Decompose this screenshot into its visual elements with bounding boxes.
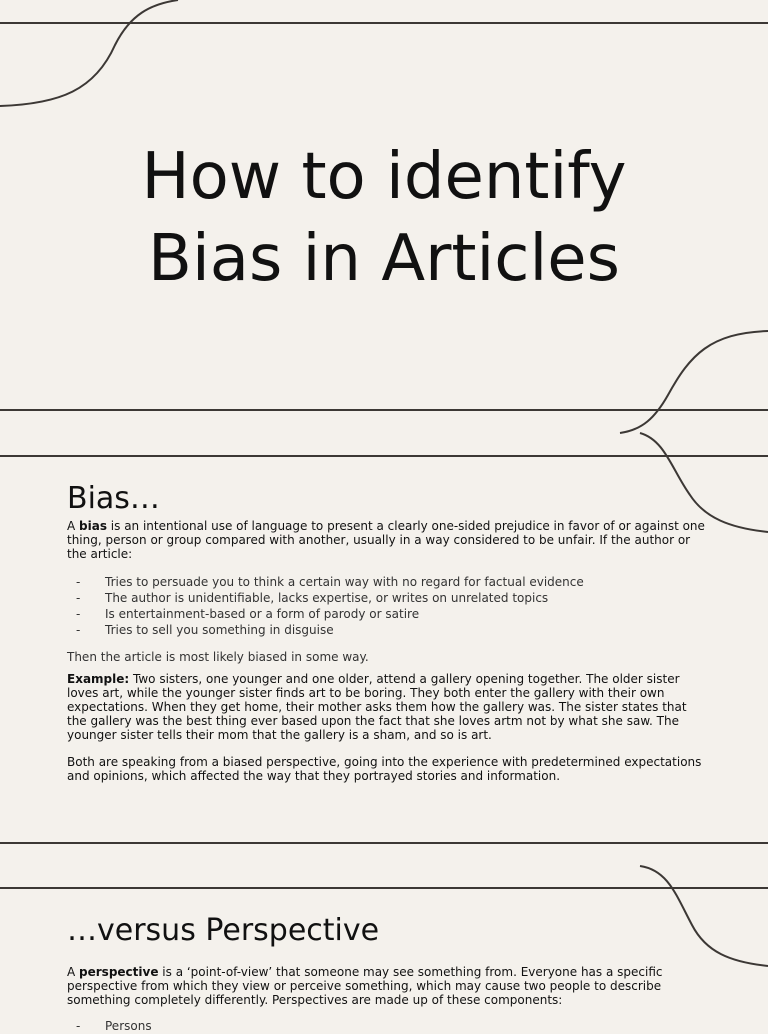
list-item-text: Persons: [105, 1019, 152, 1033]
bias-definition: [67, 519, 707, 561]
perspective-term: perspective: [79, 965, 159, 979]
bullet-dash: -: [76, 591, 81, 605]
bullet-dash: -: [76, 623, 81, 637]
example-label: Example:: [67, 672, 130, 686]
list-item-text: Tries to sell you something in disguise: [105, 623, 334, 637]
example-text: Two sisters, one younger and one older, attend a gallery opening together. The older sister loves art, while the younger sister finds art to be boring. They both enter the gallery with their own expectations. When they get home, their mother asks them how the gallery was. The sister states that the gallery was the best thing ever based upon the fact that she loves artm not by what she saw. The younger sister tells their mom that the gallery is a sham, and so is art.: [67, 672, 687, 742]
list-item: [67, 590, 584, 606]
top-divider: [0, 22, 768, 24]
list-item: [67, 606, 584, 622]
bias-heading: Bias…: [67, 481, 160, 516]
perspective-definition-prefix: A: [67, 965, 80, 979]
list-item: [67, 1018, 152, 1034]
bullet-dash: -: [76, 575, 81, 589]
bias-definition-prefix: A: [67, 519, 80, 533]
list-item-text: Tries to persuade you to think a certain way with no regard for factual evidence: [105, 575, 584, 589]
perspective-heading: …versus Perspective: [67, 913, 380, 948]
list-item: [67, 574, 584, 590]
bias-conclusion: Then the article is most likely biased in some way.: [67, 650, 369, 664]
bias-example: [67, 672, 707, 742]
perspective-definition-text: is a ‘point-of-view’ that someone may see something from. Everyone has a specific perspective from which they view or perceive something, which may cause two people to describe something completely differently. Perspectives are made up of these components:: [67, 965, 663, 1007]
title-line-1: How to identify: [141, 140, 627, 214]
section-divider-2a: [0, 842, 768, 844]
perspective-definition: [67, 965, 707, 1007]
right-lower-curve: [640, 866, 768, 966]
bias-term: bias: [79, 519, 107, 533]
top-left-curve: [0, 0, 178, 106]
list-item-text: The author is unidentifiable, lacks expertise, or writes on unrelated topics: [105, 591, 549, 605]
section-divider-1b: [0, 455, 768, 457]
perspective-component-list: [67, 1018, 152, 1034]
title-line-2: Bias in Articles: [148, 222, 620, 296]
page-title: [0, 136, 768, 300]
section-divider-2b: [0, 887, 768, 889]
list-item: [67, 622, 584, 638]
bias-closing: Both are speaking from a biased perspective, going into the experience with predetermined expectations and opinions, which affected the way that they portrayed stories and information.: [67, 755, 702, 783]
bias-definition-text: is an intentional use of language to present a clearly one-sided prejudice in favor of or against one thing, person or group compared with another, usually in a way considered to be unfair. If the author or the article:: [67, 519, 705, 561]
bias-indicator-list: [67, 574, 584, 638]
right-upper-curve: [620, 331, 768, 433]
section-divider-1a: [0, 409, 768, 411]
bullet-dash: -: [76, 1019, 81, 1033]
right-middle-curve: [640, 433, 768, 532]
bullet-dash: -: [76, 607, 81, 621]
list-item-text: Is entertainment-based or a form of parody or satire: [105, 607, 420, 621]
